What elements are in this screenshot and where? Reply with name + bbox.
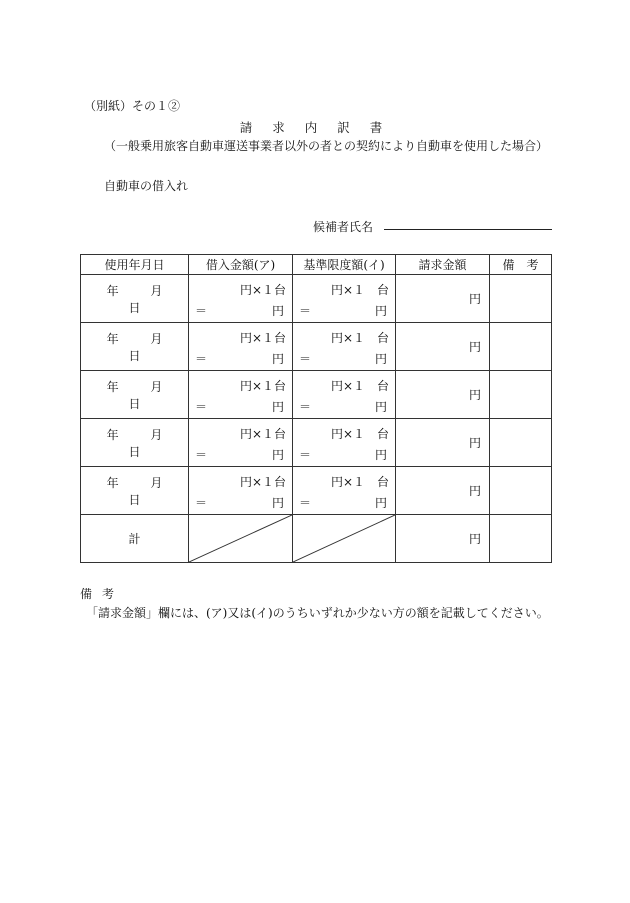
table-row [81,275,552,323]
annex-label: （別紙）その１② [84,99,181,113]
total-row [81,515,552,563]
remarks-cell[interactable] [490,371,552,419]
rental-amount-cell[interactable] [189,371,293,419]
equals-sign: ＝ [195,448,208,462]
header-rental-amount: 借入金額(ア) [189,255,293,275]
claim-amount-cell[interactable]: 円 [396,275,490,323]
remarks-note: 「請求金額」欄には、(ア)又は(イ)のうちいずれか少ない方の額を記載してください。 [86,606,549,620]
table-header-row [81,255,552,275]
yen-unit: 円 [374,400,387,414]
rental-unit-text: 円×１台 [239,379,286,393]
void-diagonal-line [189,515,292,562]
candidate-name-field[interactable] [384,229,552,230]
usage-date-cell[interactable]: 年 月 日 [81,419,189,467]
equals-sign: ＝ [299,400,312,414]
yen-unit: 円 [271,496,284,510]
total-claim-amount-cell[interactable]: 円 [396,515,490,563]
header-usage-date: 使用年月日 [81,255,189,275]
remarks-cell[interactable] [490,323,552,371]
table-row [81,371,552,419]
equals-sign: ＝ [299,304,312,318]
yen-unit: 円 [374,304,387,318]
header-remarks: 備 考 [490,255,552,275]
remarks-heading: 備考 [80,587,125,601]
table-row [81,467,552,515]
usage-date-cell[interactable]: 年 月 日 [81,371,189,419]
void-diagonal-line [293,515,395,562]
standard-limit-cell[interactable] [293,467,396,515]
yen-unit: 円 [374,352,387,366]
rental-amount-cell[interactable] [189,323,293,371]
total-limit-cell-void [293,515,396,563]
equals-sign: ＝ [195,496,208,510]
document-subtitle: （一般乗用旅客自動車運送事業者以外の者との契約により自動車を使用した場合） [104,139,549,153]
equals-sign: ＝ [299,352,312,366]
section-heading: 自動車の借入れ [104,179,189,193]
usage-date-cell[interactable]: 年 月 日 [81,323,189,371]
equals-sign: ＝ [299,448,312,462]
claim-amount-cell[interactable]: 円 [396,467,490,515]
yen-unit: 円 [374,496,387,510]
standard-limit-cell[interactable] [293,371,396,419]
total-label: 計 [81,515,189,563]
claim-breakdown-table [80,254,552,563]
claim-amount-cell[interactable]: 円 [396,419,490,467]
header-claim-amount: 請求金額 [396,255,490,275]
header-standard-limit: 基準限度額(イ) [293,255,396,275]
limit-unit-text: 円×１ 台 [330,379,389,393]
standard-limit-cell[interactable] [293,419,396,467]
equals-sign: ＝ [195,352,208,366]
rental-unit-text: 円×１台 [239,331,286,345]
standard-limit-cell[interactable] [293,323,396,371]
yen-unit: 円 [271,304,284,318]
yen-unit: 円 [271,352,284,366]
table-row [81,323,552,371]
total-remarks-cell[interactable] [490,515,552,563]
limit-unit-text: 円×１ 台 [330,331,389,345]
rental-unit-text: 円×１台 [239,283,286,297]
limit-unit-text: 円×１ 台 [330,283,389,297]
yen-unit: 円 [271,400,284,414]
usage-date-cell[interactable]: 年 月 日 [81,467,189,515]
remarks-cell[interactable] [490,275,552,323]
candidate-name-label: 候補者氏名 [313,220,374,234]
equals-sign: ＝ [195,400,208,414]
yen-unit: 円 [271,448,284,462]
limit-unit-text: 円×１ 台 [330,427,389,441]
claim-amount-cell[interactable]: 円 [396,323,490,371]
rental-amount-cell[interactable] [189,275,293,323]
usage-date-cell[interactable]: 年 月 日 [81,275,189,323]
rental-amount-cell[interactable] [189,467,293,515]
rental-unit-text: 円×１台 [239,427,286,441]
equals-sign: ＝ [299,496,312,510]
remarks-cell[interactable] [490,467,552,515]
yen-unit: 円 [374,448,387,462]
limit-unit-text: 円×１ 台 [330,475,389,489]
claim-amount-cell[interactable]: 円 [396,371,490,419]
total-rental-cell-void [189,515,293,563]
rental-amount-cell[interactable] [189,419,293,467]
document-title: 請 求 内 訳 書 [239,120,391,135]
remarks-cell[interactable] [490,419,552,467]
standard-limit-cell[interactable] [293,275,396,323]
rental-unit-text: 円×１台 [239,475,286,489]
table-row [81,419,552,467]
equals-sign: ＝ [195,304,208,318]
